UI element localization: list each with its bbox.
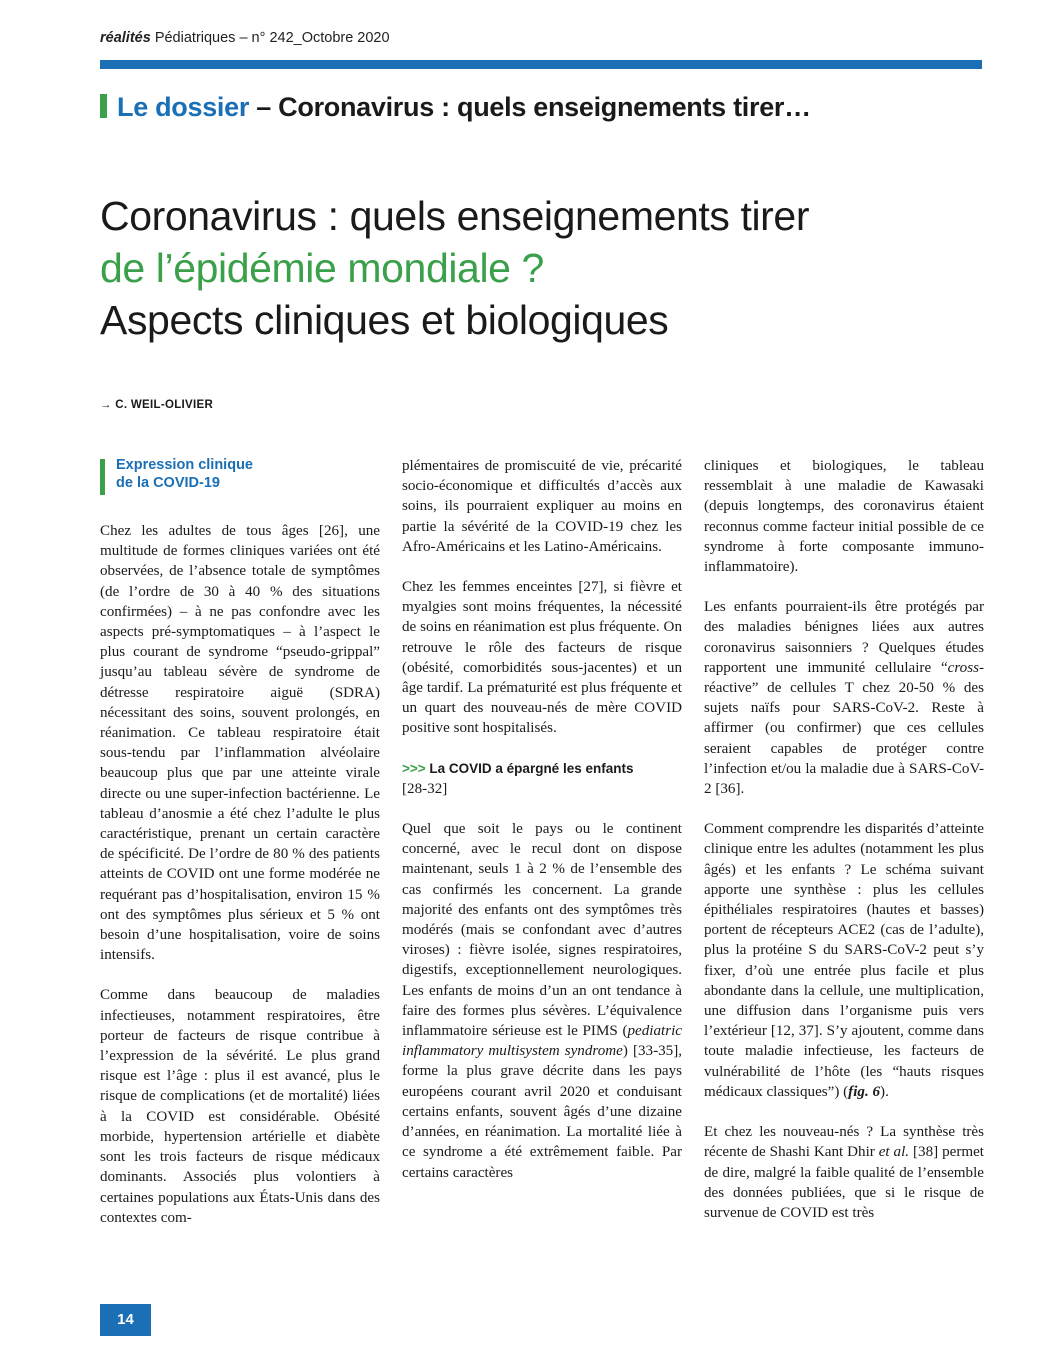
paragraph xyxy=(402,819,682,1183)
italic-term: et al. xyxy=(878,1144,910,1161)
page-number: 14 xyxy=(100,1304,151,1336)
article-title xyxy=(100,190,809,346)
text-run: Quel que soit le pays ou le continent concerné, avec le recul dont on dispose maintenant, seuls 1 à 2 % de l’ensemble des cas confirmés les concernent. La grande majorité des enfants ont des symptômes très modérés (mais se confondant avec d’autres viroses) : fièvre isolée, signes respiratoires, digestifs, exceptionnellement neurologiques. Les enfants de moins d’un an ont tendance à faire des formes plus sévères. L’équivalence inflammatoire sérieuse est le PIMS ( xyxy=(402,821,682,1040)
header-rule xyxy=(100,60,982,69)
text-run: ) [33-35], forme la plus grave décrite dans les pays européens courant avril 2020 et conduisant certains enfants, souvent âgés d’une dizaine d’années, en réanimation. La mortalité liée à ce syndrome a été extrêmement faible. Par certains caractères xyxy=(402,1043,683,1181)
section-heading-line-2: de la COVID-19 xyxy=(116,475,220,491)
title-line-1: Coronavirus : quels enseignements tirer xyxy=(100,193,810,239)
column-3 xyxy=(704,456,984,1243)
italic-term: pediatric inflammatory multisystem syndrome xyxy=(402,1023,682,1060)
subheading xyxy=(402,759,682,799)
paragraph: Chez les adultes de tous âges [26], une multitude de formes cliniques variées ont été observées, de l’absence totale de symptômes (de l’ordre de 30 à 40 % des situations confirmées) – à ne pas confondre avec les aspects pré-symptomatiques – à l’aspect le plus courant de syndrome “pseudo-grippal” jusqu’au tableau sévère de syndrome de détresse respiratoire aiguë (SDRA) nécessitant des soins, souvent prolongés, en réanimation. Ce tableau respiratoire était sous-tendu par l’inflammation alvéolaire beaucoup plus que par une atteinte virale directe ou une super-infection bactérienne. Le tableau d’anosmie a été chez l’adulte le plus caractéristique, prenant un certain caractère de spécificité. De l’ordre de 80 % des patients atteints de COVID ont une forme modérée ne requérant pas d’hospitalisation, environ 15 % ont des symptômes plus sérieux et 5 % ont besoin d’une hospitalisation, voire de soins intensifs. xyxy=(100,523,380,964)
author-byline: → C. WEIL-OLIVIER xyxy=(100,399,214,411)
paragraph xyxy=(704,1122,984,1223)
text-run: ). xyxy=(880,1083,889,1100)
title-line-2: de l’épidémie mondiale ? xyxy=(100,245,544,291)
paragraph: cliniques et biologiques, le tableau ressemblait à une maladie de Kawasaki (depuis longtemps, des coronavirus étaient reconnus comme facteur initial possible de ce syndrome à forte composante immuno-inflammatoire). xyxy=(704,458,984,576)
dossier-bar xyxy=(100,94,107,118)
paragraph: plémentaires de promiscuité de vie, précarité socio-économique et difficultés d’accès aux soins, ils pourraient expliquer au moins en partie la sévérité de la COVID-19 chez les Afro-Américains et les Latino-Américains. xyxy=(402,458,682,555)
text-run: Comment comprendre les disparités d’atteinte clinique entre les adultes (notamment les plus âgés) et les enfants ? Le schéma suivant apporte une synthèse : plus les cellules épithéliales respiratoires (hautes et basses) portent de récepteurs ACE2 (cas de l’adulte), plus la protéine S du SARS-CoV-2 peut s’y fixer, d’où une entrée plus facile et plus abondante dans la cellule, une multiplication, une diffusion dans l’organisme puis vers l’extérieur [12, 37]. S’y ajoutent, comme dans toute maladie infectieuse, les facteurs de vulnérabilité de l’hôte (les “hauts risques médicaux classiques”) ( xyxy=(704,821,984,1100)
issue-info: Pédiatriques – n° 242_Octobre 2020 xyxy=(150,30,390,46)
paragraph: Chez les femmes enceintes [27], si fièvre et myalgies sont moins fréquentes, la nécessité de soins en réanimation est plus fréquente. On retrouve le rôle des facteurs de risque (obésité, comorbidités sous-jacentes) et un âge tardif. La prématurité est plus fréquente et un quart des nouveau-nés de mère COVID positive sont hospitalisés. xyxy=(402,579,682,737)
journal-name: réalités xyxy=(100,30,151,46)
paragraph xyxy=(704,597,984,799)
dossier-label: Le dossier xyxy=(117,92,250,122)
running-header xyxy=(100,30,390,46)
section-bar xyxy=(100,459,105,495)
section-heading-line-1: Expression clinique xyxy=(116,457,253,473)
title-line-3: Aspects cliniques et biologiques xyxy=(100,297,669,343)
paragraph xyxy=(704,819,984,1102)
paragraph: Comme dans beaucoup de maladies infectieuses, notamment respiratoires, être porteur de facteurs de risque contribue à l’expression de la sévérité. Le plus grand risque est l’âge : plus il est avancé, plus le risque de complications (et de mortalité) liées à la COVID est considérable. Obésité morbide, hypertension artérielle et diabète sont les trois facteurs de risque médicaux dominants. Associés plus volontiers à certaines populations aux États-Unis dans des contextes com- xyxy=(100,987,380,1226)
section-heading xyxy=(100,456,380,492)
subheading-ref: [28-32] xyxy=(402,780,448,797)
text-run: -réactive” de cellules T chez 20-50 % des sujets naïfs pour SARS-CoV-2. Reste à affirmer (ou confirmer) que ces cellules seraient capables de protéger contre l’infection et/ou la maladie due à SARS-CoV-2 [36]. xyxy=(704,659,984,798)
italic-term: cross xyxy=(947,659,979,676)
column-2 xyxy=(402,456,682,1203)
text-run: [38] permet de dire, malgré la faible qualité de l’ensemble des données publiées, que si le risque de survenue de COVID est très xyxy=(704,1144,984,1221)
dossier-heading xyxy=(100,92,811,123)
text-run: Et chez les nouveau-nés ? La synthèse très récente de Shashi Kant Dhir xyxy=(704,1124,984,1161)
dossier-topic: – Coronavirus : quels enseignements tirer… xyxy=(249,92,811,122)
subheading-text: La COVID a épargné les enfants xyxy=(425,760,634,776)
column-1 xyxy=(100,456,380,1248)
figure-reference: fig. 6 xyxy=(848,1083,881,1100)
text-run: Les enfants pourraient-ils être protégés par des maladies bénignes liées aux autres coronavirus saisonniers ? Quelques études rapportent une immunité cellulaire “ xyxy=(704,599,984,676)
subheading-arrows: >>> xyxy=(402,760,426,776)
